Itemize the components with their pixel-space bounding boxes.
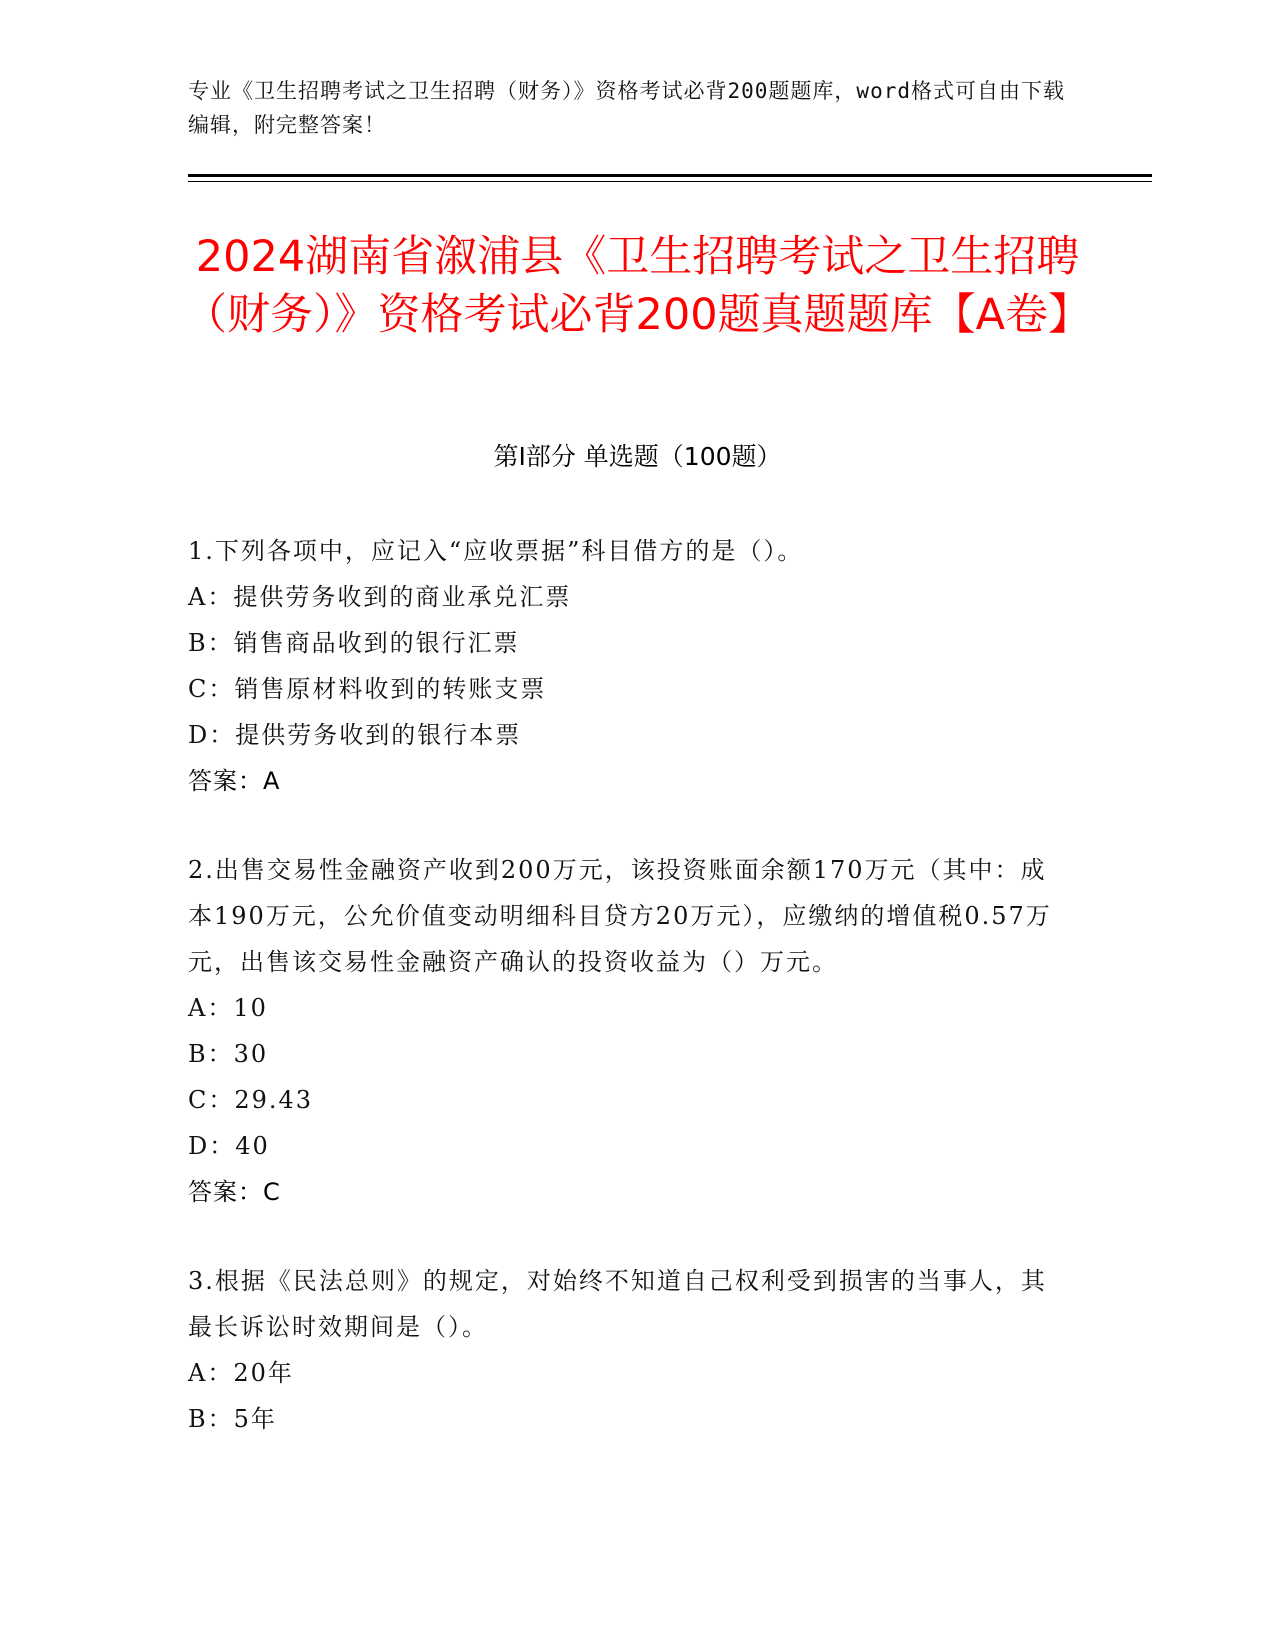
question-1	[188, 528, 1068, 804]
question-2	[188, 847, 1068, 1215]
header-rule-thick	[188, 174, 1152, 177]
document-title: 2024湖南省溆浦县《卫生招聘考试之卫生招聘（财务）》资格考试必背200题真题题库【A卷】	[184, 232, 1091, 340]
option-a: A：20年	[188, 1359, 294, 1387]
question-stem: 3.根据《民法总则》的规定，对始终不知道自己权利受到损害的当事人，其最长诉讼时效期间是（）。	[188, 1267, 1047, 1341]
section-title: 第I部分 单选题（100题）	[493, 442, 782, 471]
option-b: B：30	[188, 1040, 269, 1068]
option-d: D：提供劳务收到的银行本票	[188, 721, 522, 749]
option-c: C：销售原材料收到的转账支票	[188, 675, 547, 703]
question-3	[188, 1258, 1068, 1442]
question-stem: 2.出售交易性金融资产收到200万元，该投资账面余额170万元（其中：成本190万元，公允价值变动明细科目贷方20万元），应缴纳的增值税0.57万元，出售该交易性金融资产确认的投资收益为（）万元。	[188, 856, 1052, 976]
question-stem: 1.下列各项中，应记入“应收票据”科目借方的是（）。	[188, 537, 804, 565]
option-c: C：29.43	[188, 1086, 314, 1114]
option-a: A：10	[188, 994, 268, 1022]
option-b: B：销售商品收到的银行汇票	[188, 629, 520, 657]
option-a: A：提供劳务收到的商业承兑汇票	[188, 583, 572, 611]
question-list	[188, 528, 1068, 1485]
header-rule-thin	[188, 181, 1152, 182]
answer: 答案：A	[188, 767, 281, 795]
header-note: 专业《卫生招聘考试之卫生招聘（财务）》资格考试必背200题题库，word格式可自由下载编辑，附完整答案！	[188, 79, 1065, 137]
option-b: B：5年	[188, 1405, 277, 1433]
answer: 答案：C	[188, 1178, 281, 1206]
option-d: D：40	[188, 1132, 270, 1160]
